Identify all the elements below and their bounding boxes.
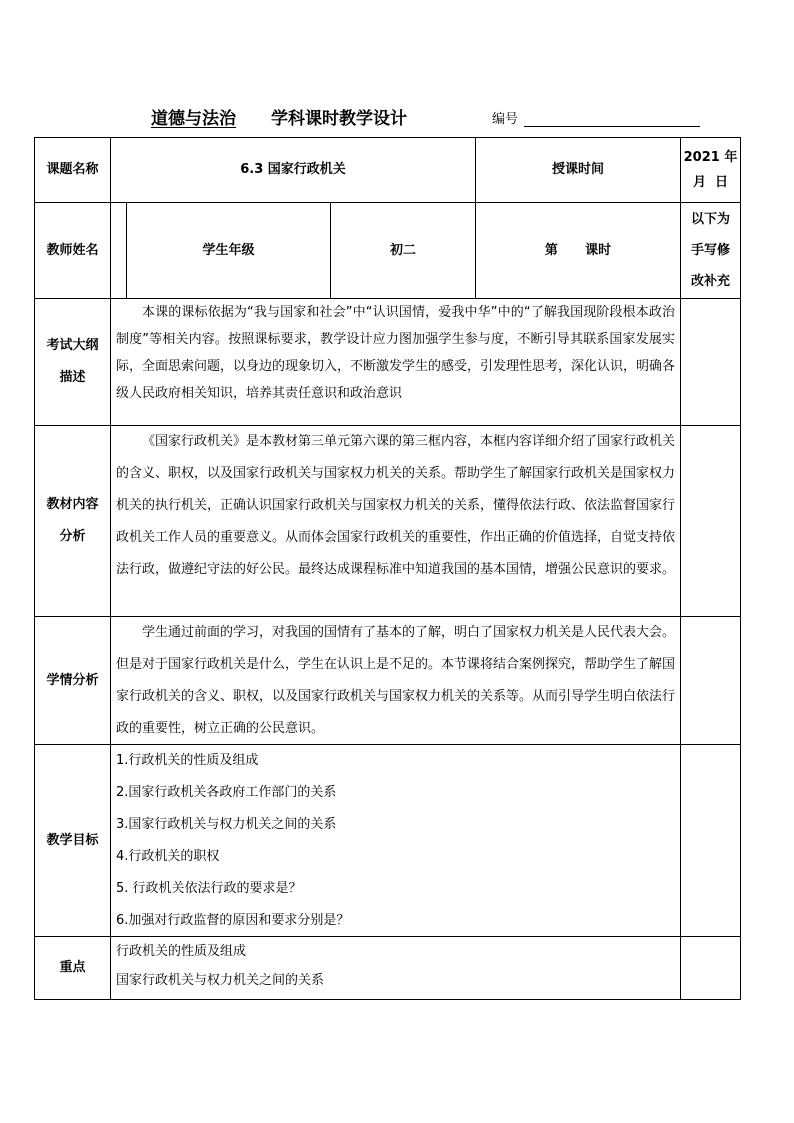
goal-item: 6.加强对行政监督的原因和要求分别是？ <box>116 913 350 928</box>
time-label: 授课时间 <box>551 162 604 177</box>
note-line-3: 改补充 <box>690 274 730 289</box>
grade-value: 初二 <box>389 242 416 258</box>
material-label <box>35 426 110 616</box>
goal-item: 5. 行政机关依法行政的要求是？ <box>116 881 302 896</box>
key-points-list <box>116 937 675 999</box>
exam-label-line-2: 描述 <box>59 370 86 385</box>
number-label: 编号 <box>492 112 519 127</box>
table-border-right <box>740 137 741 1000</box>
goal-item: 1.行政机关的性质及组成 <box>116 753 259 768</box>
teacher-value <box>111 203 126 298</box>
topic-label: 课题名称 <box>46 162 99 177</box>
key-point-item: 行政机关的性质及组成 <box>116 944 247 959</box>
goals-list <box>116 745 675 936</box>
goal-item: 3.国家行政机关与权力机关之间的关系 <box>116 817 337 832</box>
exam-label <box>35 299 110 425</box>
learner-analysis: 学生通过前面的学习，对我国的国情有了基本的了解，明白了国家权力机关是人民代表大会。但是对于国家行政机关是什么，学生在认识上是不足的。本节课将结合案例探究，帮助学生了解国家行政机关的含义、职权，以及国家行政机关与国家权力机关的关系等。从而引导学生明白依法行政的重要性，树立正确的公民意识。 <box>116 625 676 736</box>
goal-item: 2.国家行政机关各政府工作部门的关系 <box>116 785 337 800</box>
material-label-line-1: 教材内容 <box>46 497 99 512</box>
note-line-1: 以下为 <box>690 212 730 227</box>
table-border-bottom <box>34 999 741 1000</box>
key-label: 重点 <box>59 960 86 975</box>
key-point-item: 国家行政机关与权力机关之间的关系 <box>116 973 325 988</box>
material-label-line-2: 分析 <box>59 529 86 544</box>
exam-label-line-1: 考试大纲 <box>46 338 99 353</box>
grade-label: 学生年级 <box>202 242 255 258</box>
goal-item: 4.行政机关的职权 <box>116 849 220 864</box>
subject-name: 道德与法治 <box>151 109 236 129</box>
goals-label: 教学目标 <box>46 832 99 848</box>
document-title: 学科课时教学设计 <box>271 109 407 129</box>
learner-label: 学情分析 <box>46 672 99 688</box>
date-cell <box>681 138 740 202</box>
teacher-label: 教师姓名 <box>46 242 99 258</box>
topic-value: 6.3 国家行政机关 <box>240 162 346 177</box>
handwritten-note-label <box>681 203 740 298</box>
date-year: 2021 年 <box>683 150 738 165</box>
exam-description: 本课的课标依据为“我与国家和社会”中“认识国情，爱我中华”中的“了解我国现阶段根本政治制度”等相关内容。按照课标要求，教学设计应力图加强学生参与度，不断引导其联系国家发展实际，全面思索问题，以身边的现象切入，不断激发学生的感受，引发理性思考，深化认识，明确各级人民政府相关知识，培养其责任意识和政治意识 <box>116 305 676 401</box>
period-label: 第 课时 <box>544 242 612 258</box>
material-analysis: 《国家行政机关》是本教材第三单元第六课的第三框内容，本框内容详细介绍了国家行政机关的含义、职权，以及国家行政机关与国家权力机关的关系。帮助学生了解国家行政机关是国家权力机关的执行机关，正确认识国家行政机关与国家权力机关的关系，懂得依法行政、依法监督国家行政机关工作人员的重要意义。从而体会国家行政机关的重要性，作出正确的价值选择，自觉支持依法行政，做遵纪守法的好公民。最终达成课程标准中知道我国的基本国情，增强公民意识的要求。 <box>116 434 676 577</box>
note-line-2: 手写修 <box>690 243 730 258</box>
date-month-day: 月 日 <box>692 175 729 190</box>
